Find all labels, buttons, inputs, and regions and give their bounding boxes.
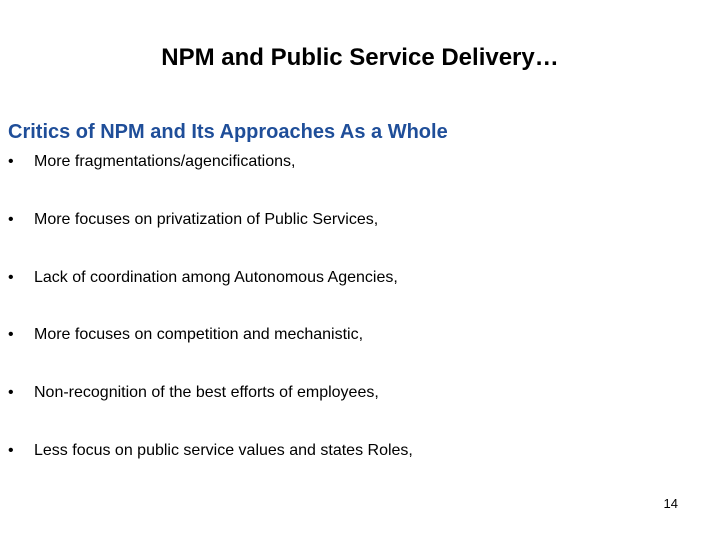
- bullet-item: [8, 440, 413, 462]
- bullet-text: More focuses on competition and mechanistic,: [34, 326, 364, 343]
- bullet-icon: •: [8, 153, 14, 170]
- bullet-item: [8, 209, 378, 231]
- bullet-text: More focuses on privatization of Public Services,: [34, 211, 379, 228]
- bullet-text: Non-recognition of the best efforts of employees,: [34, 384, 379, 401]
- bullet-icon: •: [8, 442, 14, 459]
- bullet-text: Lack of coordination among Autonomous Agencies,: [34, 269, 398, 286]
- slide-subtitle: Critics of NPM and Its Approaches As a Whole: [8, 121, 448, 143]
- slide-title: NPM and Public Service Delivery…: [161, 44, 559, 71]
- bullet-text: More fragmentations/agencifications,: [34, 153, 296, 170]
- bullet-item: [8, 267, 398, 289]
- bullet-icon: •: [8, 326, 14, 343]
- bullet-icon: •: [8, 211, 14, 228]
- bullet-icon: •: [8, 269, 14, 286]
- bullet-item: [8, 151, 295, 173]
- bullet-icon: •: [8, 384, 14, 401]
- bullet-item: [8, 382, 379, 404]
- page-number: 14: [663, 496, 678, 511]
- bullet-text: Less focus on public service values and states Roles,: [34, 442, 413, 459]
- bullet-item: [8, 324, 363, 346]
